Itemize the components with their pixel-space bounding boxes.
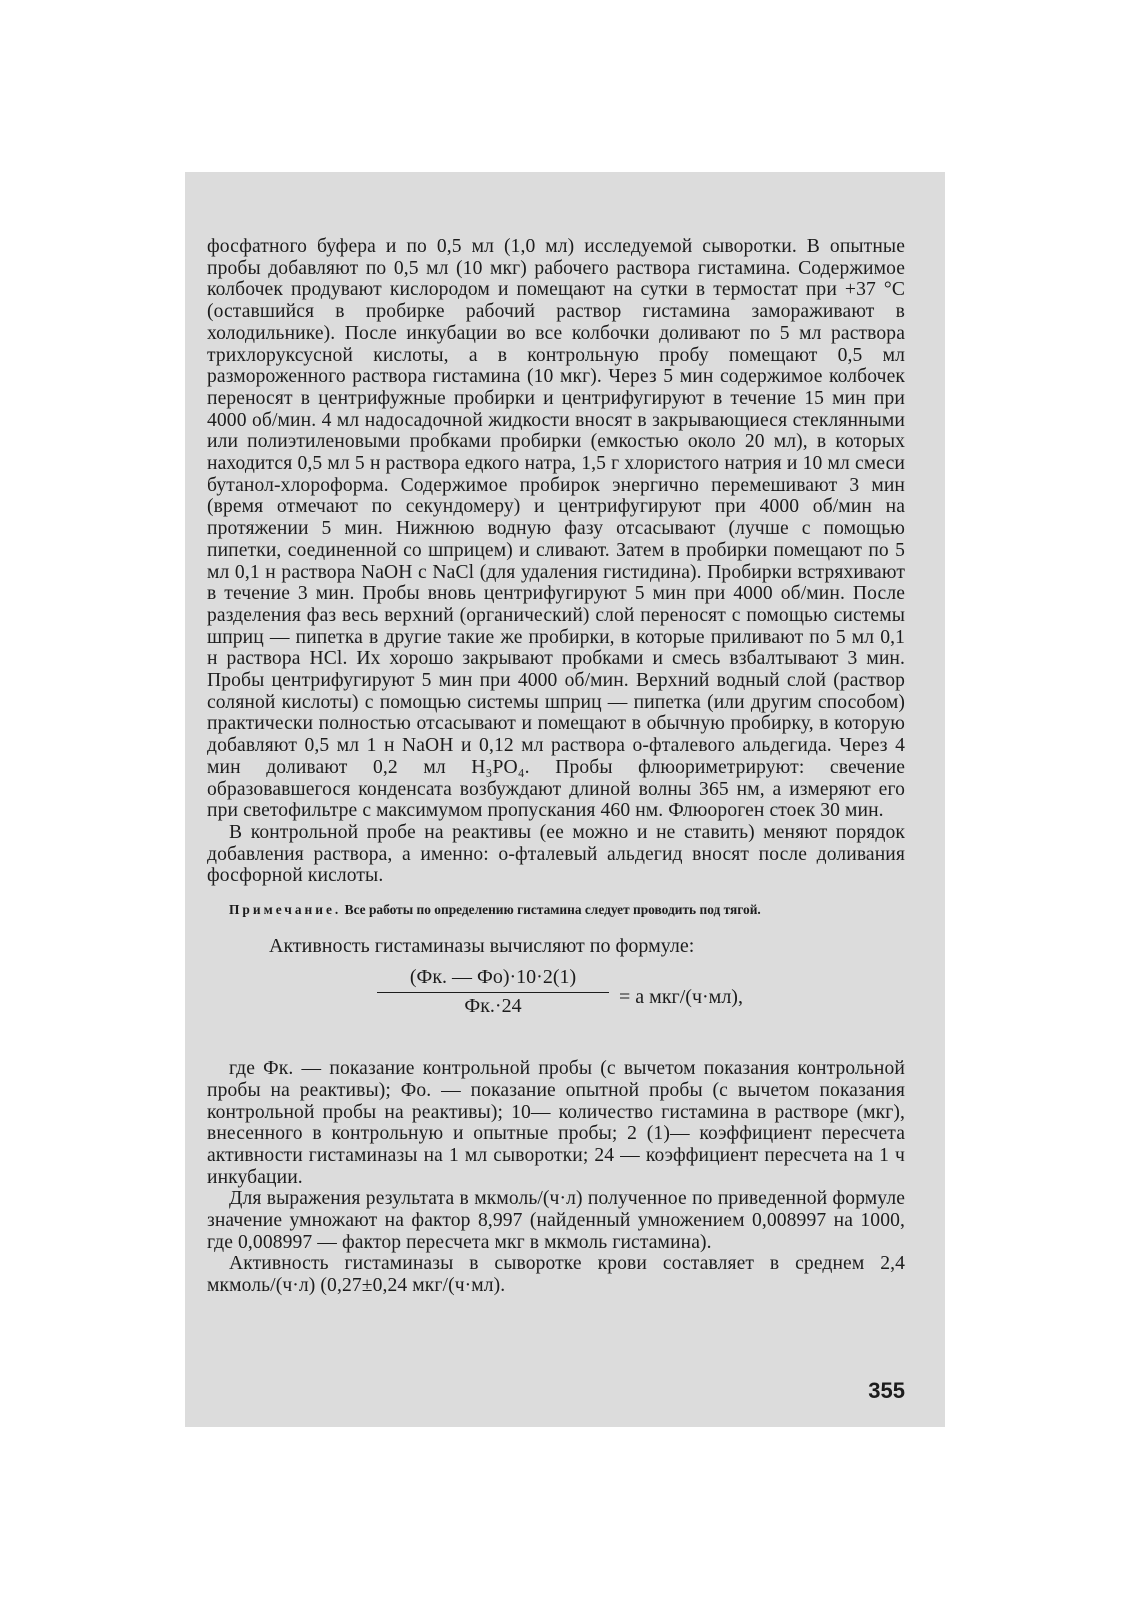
formula-fraction [377, 966, 609, 1018]
formula [207, 966, 905, 1036]
paragraph-conversion: Для выражения результата в мкмоль/(ч·л) полученное по приведенной формуле значение умножают на фактор 8,997 (найденный умножением 0,008997 на 1000, где 0,008997 — фактор пересчета мкг в мкмоль гистамина). [207, 1188, 905, 1253]
paragraph-control-sample: В контрольной пробе на реактивы (ее можно и не ставить) меняют порядок добавления раствора, а именно: о-фталевый альдегид вносят после доливания фосфорной кислоты. [207, 821, 905, 887]
formula-result: = а мкг/(ч·мл), [619, 986, 743, 1009]
paragraph-procedure: фосфатного буфера и по 0,5 мл (1,0 мл) исследуемой сыворотки. В опытные пробы добавляют по 0,5 мл (10 мкг) рабочего раствора гистамина. Содержимое колбочек продувают кислородом и помещают на сутки в термостат при +37 °С (оставшийся в пробирке рабочий раствор гистамина замораживают в холодильнике). После инкубации во все колбочки доливают по 5 мл раствора трихлоруксусной кислоты, а в контрольную пробу помещают 0,5 мл размороженного раствора гистамина (10 мкг). Через 5 мин содержимое колбочек переносят в центрифужные пробирки и центрифугируют в течение 15 мин при 4000 об/мин. 4 мл надосадочной жидкости вносят в закрывающиеся стеклянными или полиэтиленовыми пробками пробирки (емкостью около 20 мл), в которых находится 0,5 мл 5 н раствора едкого натра, 1,5 г хлористого натрия и 10 мл смеси бутанол-хлороформа. Содержимое пробирок энергично перемешивают 3 мин (время отмечают по секундомеру) и центрифугируют при 4000 об/мин на протяжении 5 мин. Нижнюю водную фазу отсасывают (лучше с помощью пипетки, соединенной со шприцем) и сливают. Затем в пробирки помещают по 5 мл 0,1 н раствора NaOH с NaCl (для удаления гистидина). Пробирки встряхивают в течение 3 мин. Пробы вновь центрифугируют 5 мин при 4000 об/мин. После разделения фаз весь верхний (органический) слой переносят с помощью системы шприц — пипетка в другие такие же пробирки, в которые приливают по 5 мл 0,1 н раствора HCl. Их хорошо закрывают пробками и смесь взбалтывают 3 мин. Пробы центрифугируют 5 мин при 4000 об/мин. Верхний водный слой (раствор соляной кислоты) с помощью системы шприц — пипетка (или другим способом) практически полностью отсасывают и помещают в обычную пробирку, в которую добавляют 0,5 мл 1 н NaOH и 0,12 мл раствора о-фталевого альдегида. Через 4 мин доливают 0,2 мл H₃PO₄. Пробы флюориметрируют: свечение образовавшегося конденсата возбуждают длиной волны 365 нм, а измеряют его при светофильтре с максимумом пропускания 460 нм. Флюороген стоек 30 мин. [207, 236, 905, 822]
note [207, 901, 905, 918]
paragraph-legend: где Фк. — показание контрольной пробы (с вычетом показания контрольной пробы на реактивы); Фо. — показание опытной пробы (с вычетом показания контрольной пробы на реактивы); 10— количество гистамина в растворе (мкг), внесенного в контрольную и опытные пробы; 2 (1)— коэффициент пересчета активности гистаминазы на 1 мл сыворотки; 24 — коэффициент пересчета на 1 ч инкубации. [207, 1058, 905, 1188]
book-page [185, 172, 945, 1427]
formula-denominator: Фк.·24 [464, 995, 522, 1018]
formula-numerator: (Фк. — Фо)·10·2(1) [377, 966, 609, 993]
note-heading: Примечание. [229, 902, 342, 918]
page-number: 355 [868, 1378, 905, 1403]
formula-intro: Активность гистаминазы вычисляют по формуле: [269, 935, 695, 958]
note-text: Все работы по определению гистамина следует проводить под тягой. [344, 902, 761, 918]
paragraph-normal-values: Активность гистаминазы в сыворотке крови составляет в среднем 2,4 мкмоль/(ч·л) (0,27±0,24 мкг/(ч·мл). [207, 1253, 905, 1297]
